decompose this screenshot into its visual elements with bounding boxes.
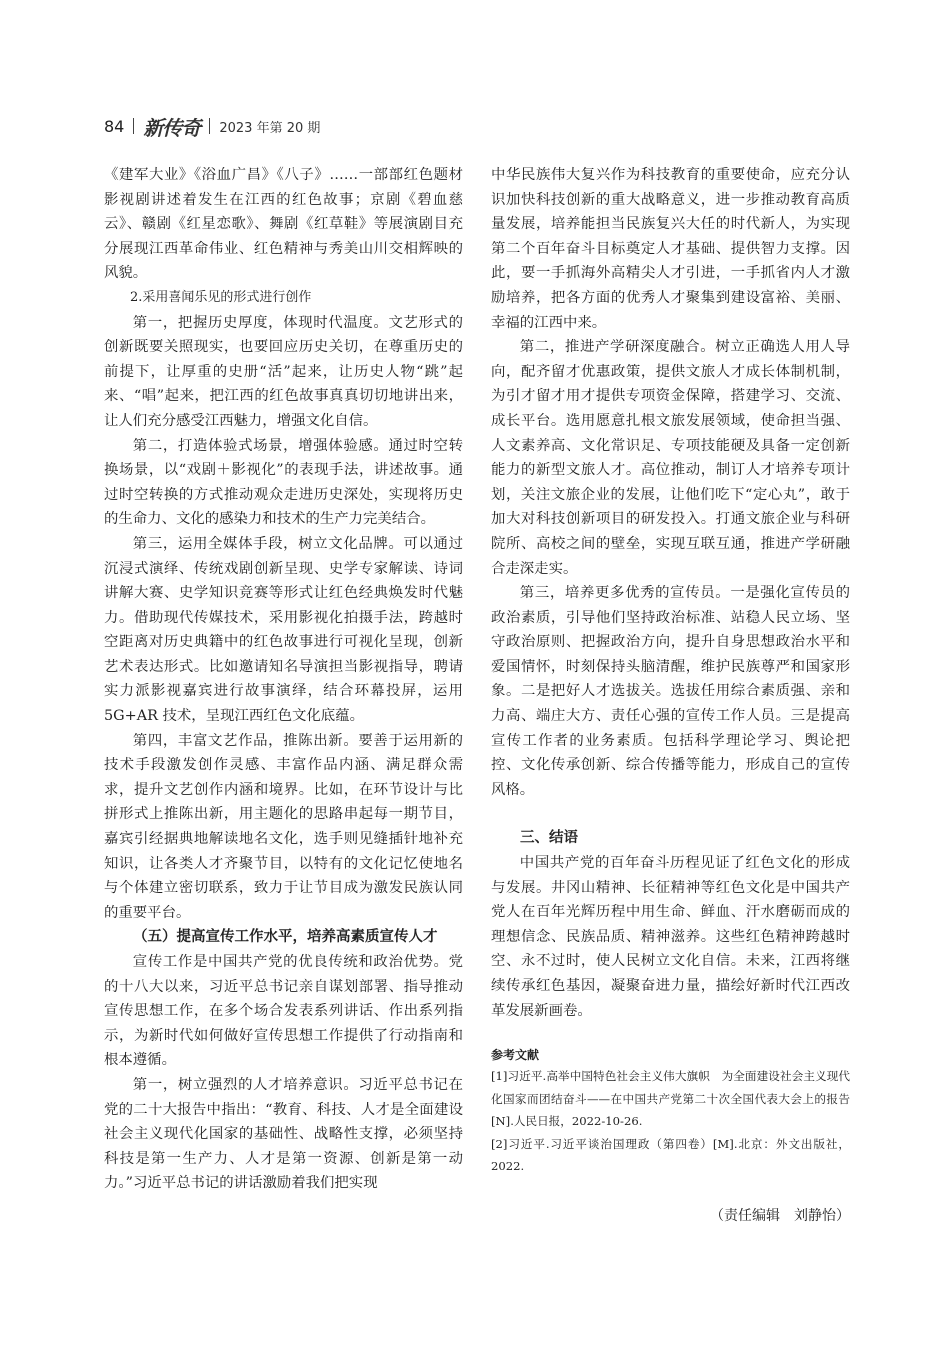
paragraph: 宣传工作是中国共产党的优良传统和政治优势。党的十八大以来，习近平总书记亲自谋划部署、指导推动宣传思想工作，在多个场合发表系列讲话、作出系列指示，为新时代如何做好宣传思想工作提供了行动指南和根本遵循。 (104, 954, 463, 1069)
paragraph: 第二，推进产学研深度融合。树立正确选人用人导向，配齐留才优惠政策，提供文旅人才成长体制机制，为引才留才用才提供专项资金保障，搭建学习、交流、成长平台。选用愿意扎根文旅发展领域，使命担当强、人文素养高、文化常识足、专项技能硬及具备一定创新能力的新型文旅人才。高位推动，制订人才培养专项计划，关注文旅企业的发展，让他们吃下“定心丸”，敢于加大对科技创新项目的研发投入。打通文旅企业与科研院所、高校之间的壁垒，实现互联互通，推进产学研融合走深走实。 (491, 339, 850, 577)
section-heading: （五）提高宣传工作水平，培养高素质宣传人才 (133, 929, 438, 946)
paragraph: 第一，树立强烈的人才培养意识。习近平总书记在党的二十大报告中指出：“教育、科技、人才是全面建设社会主义现代化国家的基础性、战略性支撑，必须坚持科技是第一生产力、人才是第一资源、创新是第一动力。”习近平总书记的讲话激励着我们把实现 (104, 1076, 463, 1192)
right-column (491, 163, 850, 1228)
editor-credit: （责任编辑 刘静怡） (710, 1207, 850, 1224)
magazine-logo: 新传奇 (143, 115, 201, 140)
left-column (104, 163, 463, 1196)
header-divider (133, 118, 134, 134)
sub-heading: 2.采用喜闻乐见的形式进行创作 (130, 289, 312, 305)
reference-item: [2]习近平.习近平谈治国理政（第四卷）[M].北京：外文出版社，2022. (491, 1136, 850, 1174)
references-title: 参考文献 (491, 1048, 540, 1063)
paragraph: 《建军大业》《浴血广昌》《八子》……一部部红色题材影视剧讲述着发生在江西的红色故事；京剧《碧血慈云》、赣剧《红星恋歌》、舞剧《红草鞋》等展演剧目充分展现江西革命伟业、红色精神与秀美山川交相辉映的风貌。 (104, 167, 463, 282)
paragraph: 第三，运用全媒体手段，树立文化品牌。可以通过沉浸式演绎、传统戏剧创新呈现、史学专家解读、诗词讲解大赛、史学知识竞赛等形式让红色经典焕发时代魅力。借助现代传媒技术，采用影视化拍摄手法，跨越时空距离对历史典籍中的红色故事进行可视化呈现，创新艺术表达形式。比如邀请知名导演担当影视指导，聘请实力派影视嘉宾进行故事演绎，结合环幕投屏，运用 5G+AR 技术，呈现江西红色文化底蕴。 (104, 535, 463, 725)
paragraph: 第二，打造体验式场景，增强体验感。通过时空转换场景，以“戏剧＋影视化”的表现手法，讲述故事。通过时空转换的方式推动观众走进历史深处，实现将历史的生命力、文化的感染力和技术的生产力完美结合。 (104, 437, 463, 528)
issue-label: 2023 年第 20 期 (219, 120, 321, 136)
paragraph: 第三，培养更多优秀的宣传员。一是强化宣传员的政治素质，引导他们坚持政治标准、站稳人民立场、坚守政治原则、把握政治方向，提升自身思想政治水平和爱国情怀，时刻保持头脑清醒，维护民族尊严和国家形象。二是把好人才选拔关。选拔任用综合素质强、亲和力高、端庄大方、责任心强的宣传工作人员。三是提高宣传工作者的业务素质。包括科学理论学习、舆论把控、文化传承创新、综合传播等能力，形成自己的宣传风格。 (491, 585, 850, 798)
paragraph: 中华民族伟大复兴作为科技教育的重要使命，应充分认识加快科技创新的重大战略意义，进一步推动教育高质量发展，培养能担当民族复兴大任的时代新人，为实现第二个百年奋斗目标奠定人才基础、提供智力支撑。因此，要一手抓海外高精尖人才引进，一手抓省内人才激励培养，把各方面的优秀人才聚集到建设富裕、美丽、幸福的江西中来。 (491, 167, 850, 331)
paragraph: 第四，丰富文艺作品，推陈出新。要善于运用新的技术手段激发创作灵感、丰富作品内涵、满足群众需求，提升文艺创作内涵和境界。比如，在环节设计与比拼形式上推陈出新，用主题化的思路串起每一期节目，嘉宾引经据典地解读地名文化，选手则见缝插针地补充知识，让各类人才齐聚节目，以特有的文化记忆使地名与个体建立密切联系，致力于让节目成为激发民族认同的重要平台。 (104, 732, 463, 921)
header-divider (209, 118, 210, 134)
section-heading: 三、结语 (520, 830, 578, 847)
paragraph: 第一，把握历史厚度，体现时代温度。文艺形式的创新既要关照现实，也要回应历史关切，在尊重历史的前提下，让厚重的史册“活”起来，让历史人物“跳”起来、“唱”起来，把江西的红色故事真真切切地讲出来，让人们充分感受江西魅力，增强文化自信。 (104, 314, 463, 429)
paragraph: 中国共产党的百年奋斗历程见证了红色文化的形成与发展。井冈山精神、长征精神等红色文化是中国共产党人在百年光辉历程中用生命、鲜血、汗水磨砺而成的理想信念、民族品质、精神滋养。这些红色精神跨越时空、永不过时，使人民树立文化自信。未来，江西将继续传承红色基因，凝聚奋进力量，描绘好新时代江西改革发展新画卷。 (491, 855, 850, 1019)
reference-item: [1]习近平.高举中国特色社会主义伟大旗帜 为全面建设社会主义现代化国家而团结奋斗——在中国共产党第二十次全国代表大会上的报告[N].人民日报，2022-10-26. (491, 1069, 850, 1129)
page-number: 84 (104, 116, 125, 136)
page-header (104, 112, 320, 140)
